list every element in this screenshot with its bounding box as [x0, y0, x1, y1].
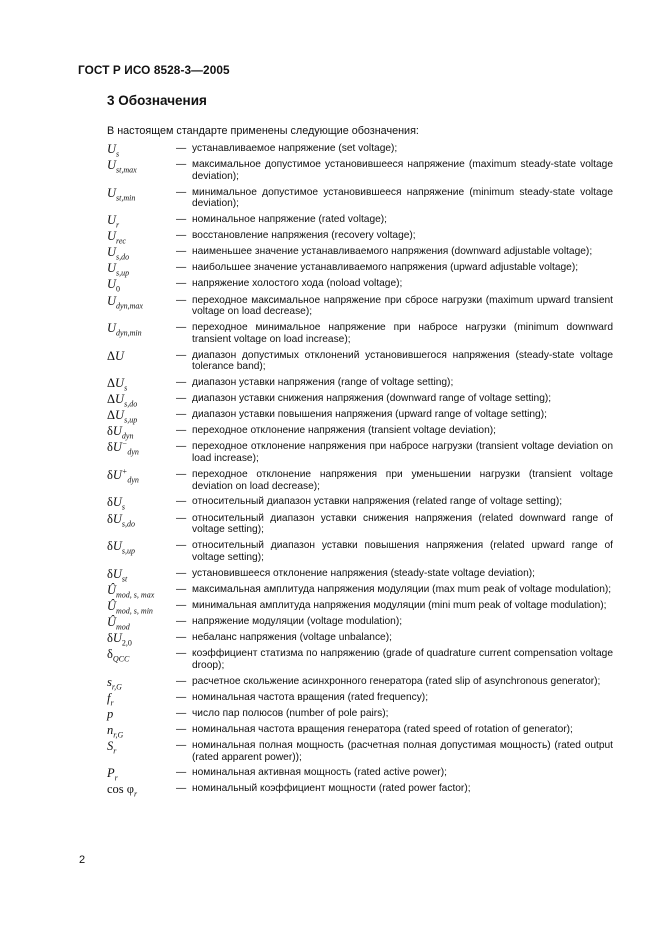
notation-description: номинальная частота вращения генератора (rated speed of rotation of generator); [192, 723, 573, 735]
notation-entry [107, 674, 613, 691]
notation-entry [107, 740, 613, 763]
notation-symbol: p [107, 706, 114, 721]
notation-description: переходное максимальное напряжение при сбросе нагрузки (maximum upward transient voltage on load decrease); [192, 294, 613, 318]
notation-entry [107, 630, 613, 648]
dash: — [176, 425, 187, 437]
notation-description: относительный диапазон уставки повышения напряжения (related upward range of voltage setting); [192, 540, 613, 563]
notation-description: переходное отклонение напряжения при набросе нагрузки (transient voltage deviation on load increase); [192, 441, 613, 465]
notation-symbol: $U_{st,max}$ [107, 158, 137, 175]
notation-description: переходное минимальное напряжение при набросе нагрузки (minimum downward transient voltage on load increase); [192, 322, 613, 345]
dash: — [176, 583, 187, 595]
notation-entry [107, 690, 613, 708]
notation-description: номинальная активная мощность (rated active power); [192, 767, 447, 779]
notation-symbol: $\delta U_{s,do}$ [107, 511, 136, 529]
notation-entry [107, 495, 613, 512]
notation-entry [107, 648, 613, 671]
notation-entry [107, 424, 613, 441]
notation-symbol: $\Delta U_s$ [107, 376, 128, 393]
dash: — [176, 496, 187, 508]
dash: — [176, 675, 187, 687]
notation-entry [107, 566, 613, 584]
notation-symbol: $\delta_{QCC}$ [107, 647, 130, 664]
notation-description: номинальный коэффициент мощности (rated power factor); [192, 783, 471, 795]
section-title: 3 Обозначения [107, 93, 207, 108]
notation-description: устанавливаемое напряжение (set voltage); [192, 143, 398, 154]
dash: — [176, 631, 187, 643]
notation-entry [107, 513, 613, 536]
notation-description: переходное отклонение напряжения при уменьшении нагрузки (transient voltage deviation on load decrease); [192, 468, 613, 492]
notation-symbol: $\delta U_{2,0}$ [107, 630, 132, 648]
notation-description: минимальное допустимое установившееся напряжение (minimum steady-state voltage deviation); [192, 186, 613, 210]
notation-symbol: $U_{dyn,min}$ [107, 321, 142, 338]
notation-entry [107, 598, 613, 616]
notation-description: диапазон уставки повышения напряжения (upward range of voltage setting); [192, 409, 547, 421]
notation-description: диапазон уставки снижения напряжения (downward range of voltage setting); [192, 393, 552, 405]
notation-list [107, 143, 613, 800]
notation-description: коэффициент статизма по напряжению (grade of quadrature current compensation voltage droop); [192, 648, 613, 671]
dash: — [176, 707, 187, 719]
dash: — [176, 393, 187, 405]
notation-symbol: ΔU [107, 348, 125, 363]
dash: — [176, 691, 187, 703]
notation-symbol: $Û_{mod, s, max}$ [107, 582, 155, 600]
notation-description: восстановление напряжения (recovery voltage); [192, 230, 416, 242]
notation-symbol: $U_r$ [107, 213, 120, 230]
dash: — [176, 262, 187, 274]
notation-entry [107, 376, 613, 393]
intro-paragraph: В настоящем стандарте применены следующие обозначения: [107, 125, 419, 137]
notation-entry [107, 245, 613, 262]
notation-entry [107, 614, 613, 632]
notation-entry [107, 466, 613, 492]
notation-entry [107, 540, 613, 563]
notation-symbol: $\delta U_{s,up}$ [107, 539, 136, 556]
dash: — [176, 723, 187, 735]
notation-entry [107, 722, 613, 740]
notation-symbol: $Û_{mod}$ [107, 614, 130, 632]
notation-symbol: $\Delta U_{s,do}$ [107, 392, 138, 409]
notation-entry [107, 277, 613, 294]
dash: — [176, 246, 187, 258]
dash: — [176, 294, 187, 306]
notation-description: номинальная полная мощность (расчетная полная допустимая мощность) (rated output (rated apparent power)); [192, 739, 613, 763]
notation-entry [107, 766, 613, 783]
notation-symbol: $U_{s,up}$ [107, 261, 130, 278]
dash: — [176, 567, 187, 579]
notation-entry [107, 392, 613, 409]
dash: — [176, 214, 187, 226]
notation-symbol: $U_{s,do}$ [107, 245, 130, 262]
notation-description: напряжение холостого хода (noload voltage); [192, 278, 403, 290]
notation-description: максимальная амплитуда напряжения модуляции (max mum peak of voltage modulation); [192, 583, 612, 595]
notation-description: небаланс напряжения (voltage unbalance); [192, 631, 392, 643]
notation-symbol: $P_r$ [107, 766, 118, 783]
dash: — [176, 615, 187, 627]
notation-description: максимальное допустимое установившееся напряжение (maximum steady-state voltage deviation); [192, 159, 613, 182]
notation-description: диапазон уставки напряжения (range of voltage setting); [192, 377, 454, 389]
notation-entry [107, 408, 613, 425]
notation-description: минимальная амплитуда напряжения модуляции (mini mum peak of voltage modulation); [192, 599, 607, 611]
notation-symbol: $U_{st,min}$ [107, 185, 136, 203]
page-number: 2 [79, 854, 86, 866]
notation-description: наибольшее значение устанавливаемого напряжения (upward adjustable voltage); [192, 262, 579, 274]
notation-symbol: $\delta U^-_{dyn}$ [107, 439, 139, 457]
notation-symbol: $U_{rec}$ [107, 229, 126, 246]
dash: — [176, 159, 187, 171]
dash: — [176, 512, 187, 524]
notation-entry [107, 582, 613, 600]
notation-symbol: $U_s$ [107, 142, 120, 159]
dash: — [176, 409, 187, 421]
dash: — [176, 783, 187, 795]
dash: — [176, 767, 187, 779]
notation-symbol: $\delta U_{dyn}$ [107, 424, 134, 441]
dash: — [176, 599, 187, 611]
notation-entry [107, 142, 613, 159]
dash: — [176, 377, 187, 389]
notation-entry [107, 229, 613, 246]
notation-symbol: $U_{dyn,max}$ [107, 293, 143, 311]
notation-description: установившееся отклонение напряжения (steady-state voltage deviation); [192, 567, 535, 579]
dash: — [176, 230, 187, 242]
notation-description: номинальная частота вращения (rated frequency); [192, 691, 429, 703]
notation-entry [107, 441, 613, 464]
notation-entry [107, 213, 613, 230]
dash: — [176, 143, 187, 154]
notation-entry [107, 350, 613, 373]
dash: — [176, 278, 187, 290]
notation-symbol: $n_{r,G}$ [107, 722, 124, 740]
notation-entry [107, 187, 613, 210]
notation-symbol: $f_r$ [107, 690, 114, 708]
document-header: ГОСТ Р ИСО 8528-3—2005 [78, 63, 230, 77]
notation-description: номинальное напряжение (rated voltage); [192, 214, 388, 226]
dash: — [176, 186, 187, 198]
notation-symbol: $s_{r,G}$ [107, 674, 122, 691]
dash: — [176, 349, 187, 361]
notation-entry [107, 261, 613, 278]
notation-entry [107, 708, 613, 720]
notation-entry [107, 295, 613, 318]
notation-symbol: $\delta U^+_{dyn}$ [107, 466, 139, 485]
dash: — [176, 540, 187, 552]
notation-entry [107, 159, 613, 182]
dash: — [176, 739, 187, 751]
notation-description: напряжение модуляции (voltage modulation); [192, 615, 403, 627]
dash: — [176, 648, 187, 659]
notation-description: расчетное скольжение асинхронного генератора (rated slip of asynchronous generator); [192, 675, 601, 687]
notation-description: относительный диапазон уставки напряжения (related range of voltage setting); [192, 496, 563, 508]
dash: — [176, 322, 187, 334]
notation-symbol: $U_0$ [107, 277, 121, 294]
notation-symbol: $\cos \varphi_r$ [107, 782, 138, 799]
notation-entry [107, 322, 613, 345]
notation-symbol: $Û_{mod, s, min}$ [107, 598, 153, 616]
notation-entry [107, 782, 613, 799]
dash: — [176, 468, 187, 480]
notation-symbol: $\Delta U_{s,up}$ [107, 408, 138, 425]
dash: — [176, 441, 187, 453]
notation-description: наименьшее значение устанавливаемого напряжения (downward adjustable voltage); [192, 246, 593, 258]
notation-symbol: $\delta U_s$ [107, 495, 126, 512]
notation-symbol: $\delta U_{st}$ [107, 566, 128, 584]
notation-description: относительный диапазон уставки снижения напряжения (related downward range of voltage setting); [192, 512, 613, 536]
notation-description: переходное отклонение напряжения (transient voltage deviation); [192, 425, 496, 437]
notation-description: число пар полюсов (number of pole pairs); [192, 707, 389, 719]
notation-symbol: $S_r$ [107, 738, 117, 756]
notation-description: диапазон допустимых отклонений установившегося напряжения (steady-state voltage tolerance band); [192, 349, 613, 373]
